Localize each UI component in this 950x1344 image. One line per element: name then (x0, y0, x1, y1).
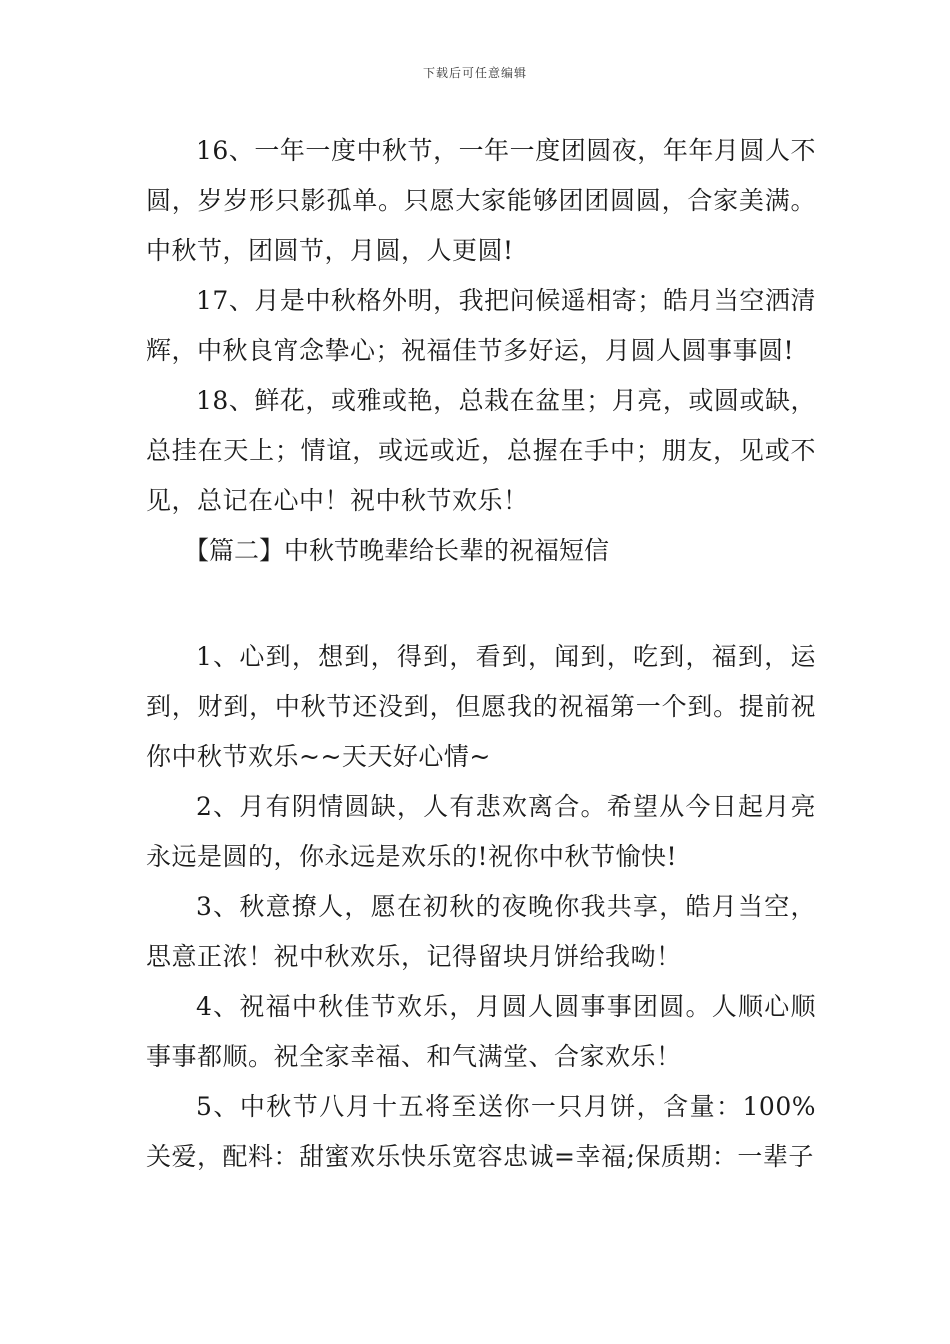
paragraph-2: 2、月有阴情圆缺，人有悲欢离合。希望从今日起月亮永远是圆的，你永远是欢乐的!祝你中秋节愉快! (146, 792, 816, 871)
paragraph-18: 18、鲜花，或雅或艳，总栽在盆里；月亮，或圆或缺，总挂在天上；情谊，或远或近，总握在手中；朋友，见或不见，总记在心中！祝中秋节欢乐！ (146, 386, 816, 515)
paragraph-3: 3、秋意撩人，愿在初秋的夜晚你我共享，皓月当空，思意正浓！祝中秋欢乐，记得留块月饼给我呦！ (146, 892, 816, 971)
document-body (146, 126, 816, 1182)
paragraph-5: 5、中秋节八月十五将至送你一只月饼，含量：100%关爱，配料：甜蜜欢乐快乐宽容忠诚=幸福;保质期：一辈子 (146, 1092, 816, 1171)
paragraph-1: 1、心到，想到，得到，看到，闻到，吃到，福到，运到，财到，中秋节还没到，但愿我的祝福第一个到。提前祝你中秋节欢乐~~天天好心情~ (146, 642, 816, 771)
section-spacer (146, 576, 816, 632)
page-header-note: 下载后可任意编辑 (422, 66, 527, 80)
paragraph-4: 4、祝福中秋佳节欢乐，月圆人圆事事团圆。人顺心顺事事都顺。祝全家幸福、和气满堂、合家欢乐！ (146, 992, 816, 1071)
paragraph-16: 16、一年一度中秋节，一年一度团圆夜，年年月圆人不圆，岁岁形只影孤单。只愿大家能够团团圆圆，合家美满。中秋节，团圆节，月圆，人更圆! (146, 136, 816, 265)
section-title: 【篇二】中秋节晚辈给长辈的祝福短信 (184, 536, 610, 565)
paragraph-17: 17、月是中秋格外明，我把问候遥相寄；皓月当空洒清辉，中秋良宵念挚心；祝福佳节多好运，月圆人圆事事圆! (146, 286, 816, 365)
